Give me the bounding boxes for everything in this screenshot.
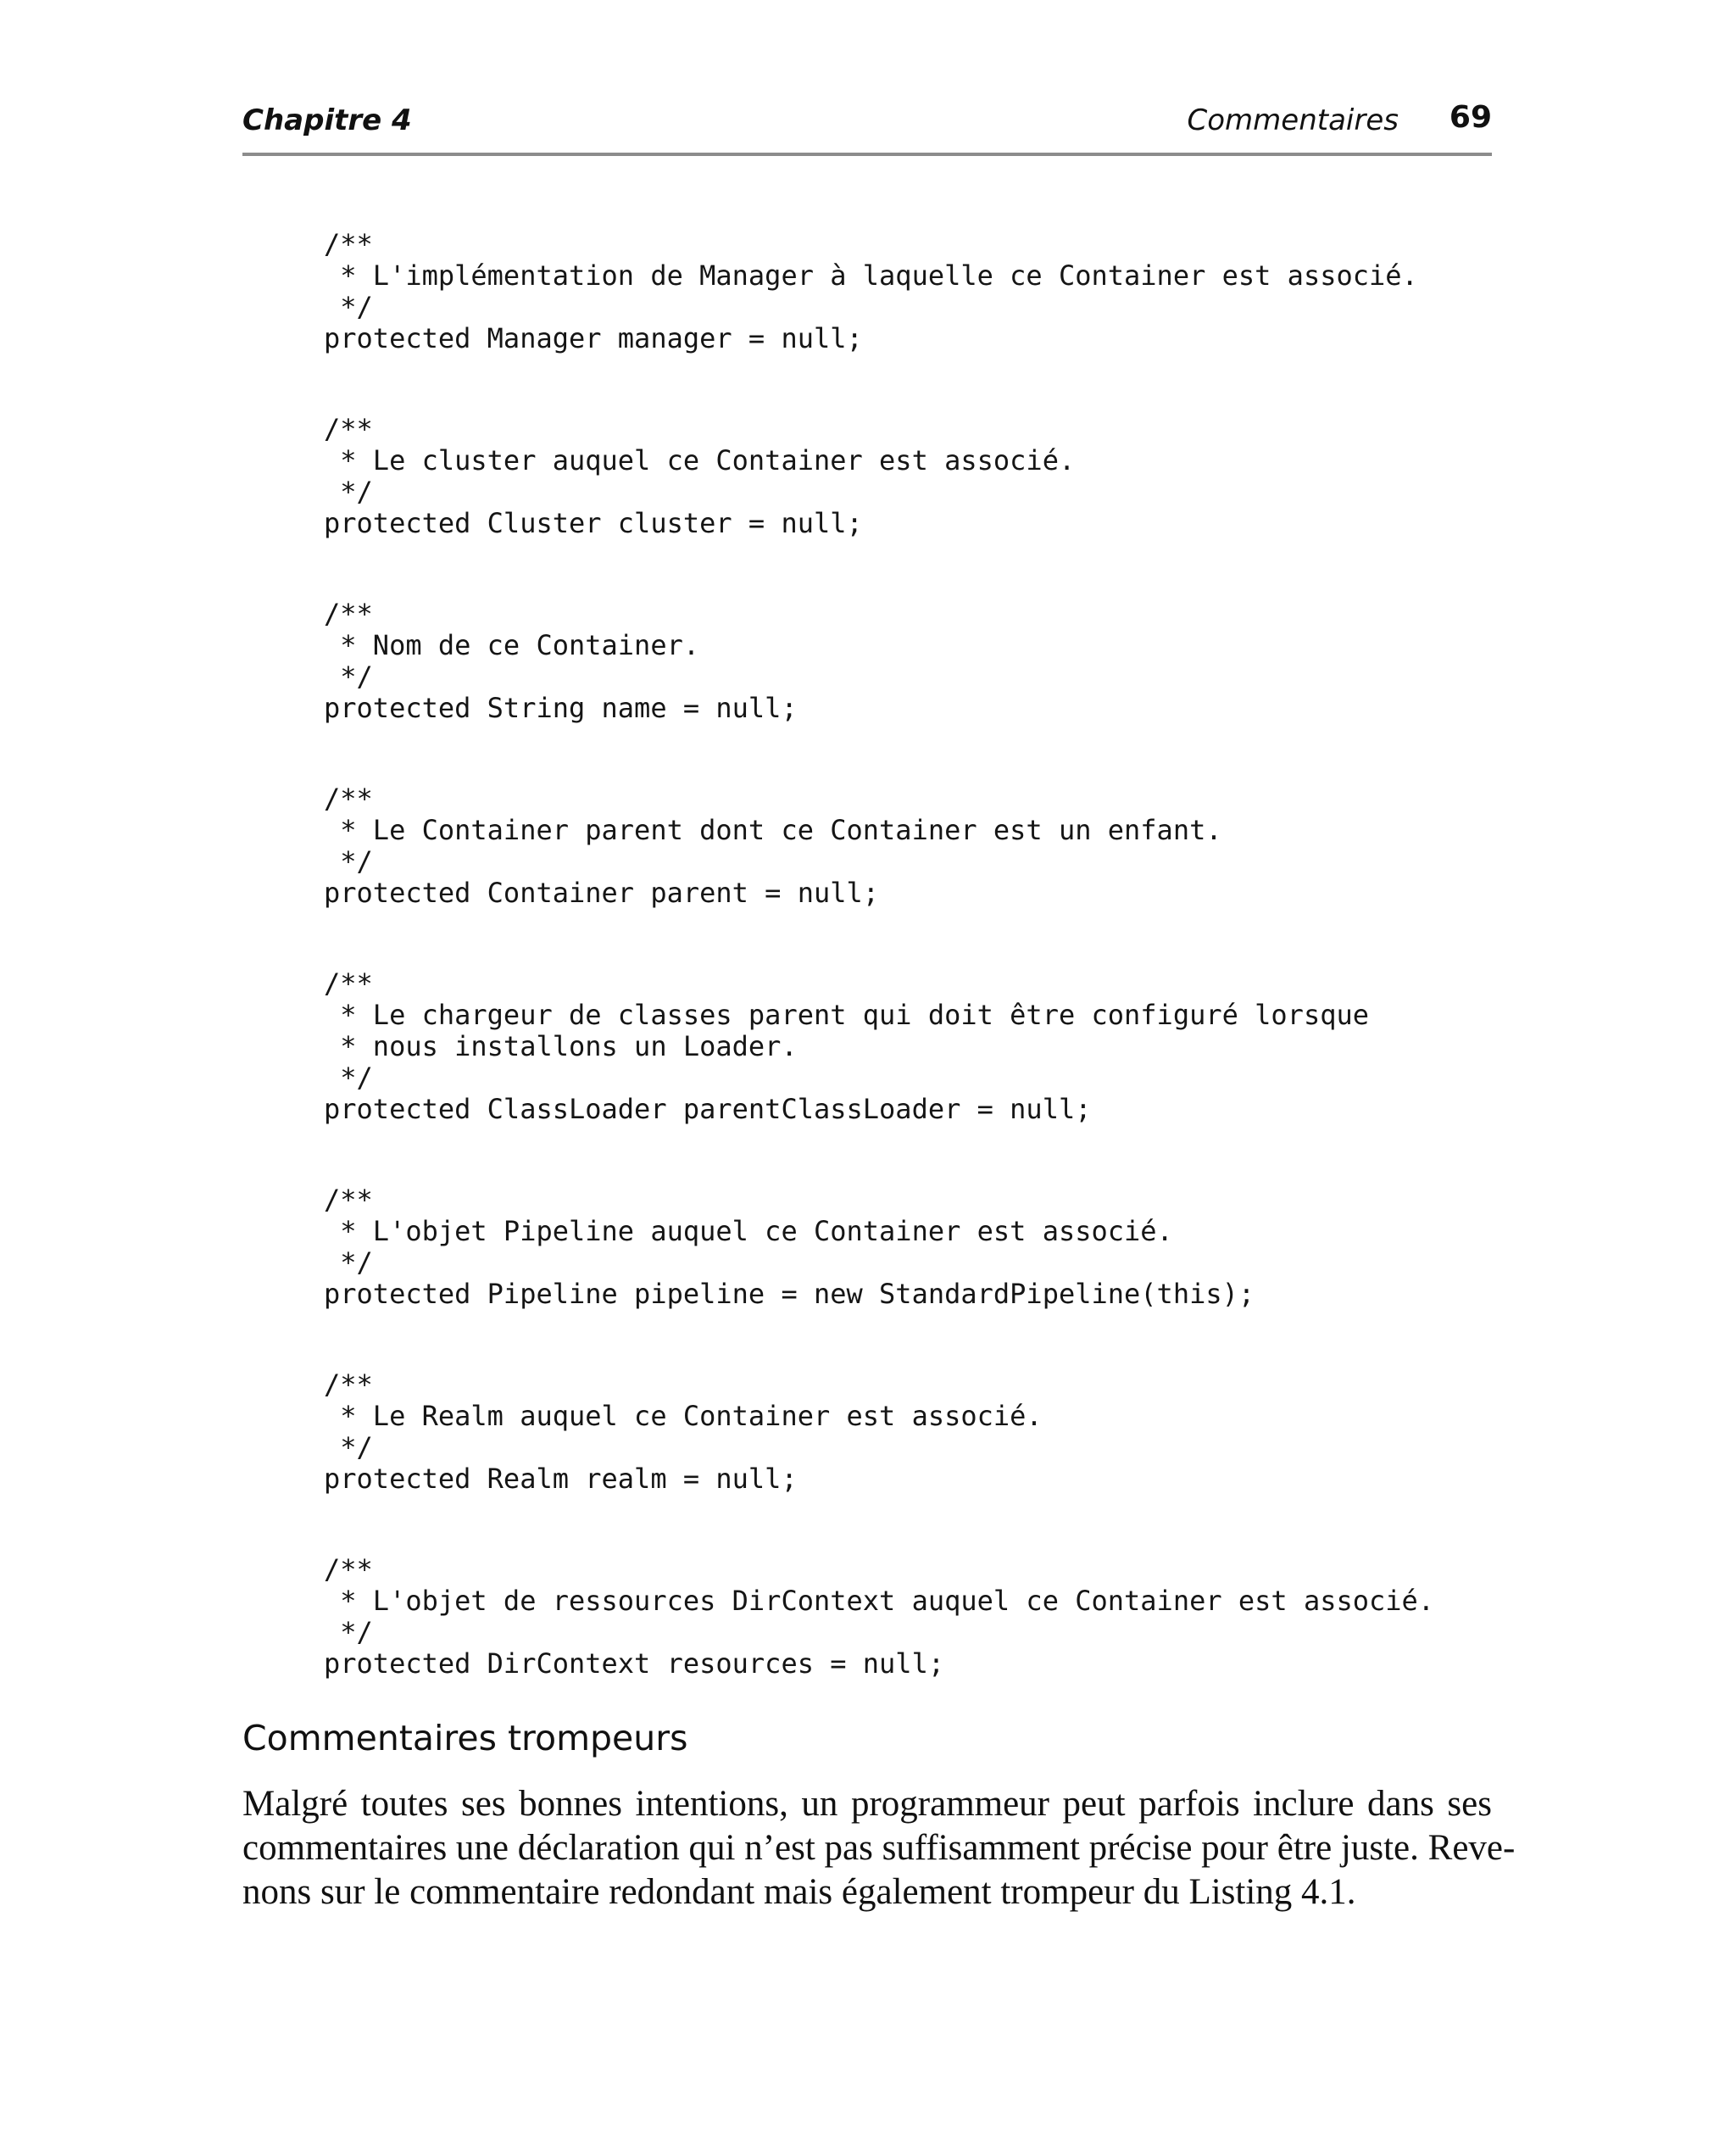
section-label: Commentaires — [1187, 103, 1399, 137]
code-line: * L'objet Pipeline auquel ce Container est associé. — [324, 1215, 1173, 1247]
paragraph-line: Malgré toutes ses bonnes intentions, un programmeur peut parfois inclure dans ses — [242, 1784, 1492, 1824]
body-paragraph — [242, 1782, 1516, 1914]
code-line: /** — [324, 228, 373, 260]
code-line: protected String name = null; — [324, 692, 798, 724]
code-line: protected ClassLoader parentClassLoader = null; — [324, 1093, 1092, 1125]
code-line: protected Manager manager = null; — [324, 322, 863, 354]
code-line: protected Pipeline pipeline = new StandardPipeline(this); — [324, 1278, 1255, 1310]
code-line: */ — [324, 476, 373, 508]
code-line: * L'objet de ressources DirContext auquel ce Container est associé. — [324, 1585, 1435, 1617]
code-line: /** — [324, 783, 373, 815]
code-line: */ — [324, 1616, 373, 1648]
code-block-pipeline — [324, 1184, 1511, 1310]
code-block-resources — [324, 1554, 1511, 1680]
section-heading: Commentaires trompeurs — [242, 1718, 688, 1758]
code-line: */ — [324, 845, 373, 878]
code-line: protected Realm realm = null; — [324, 1463, 798, 1495]
code-line: /** — [324, 1553, 373, 1585]
code-block-parent — [324, 783, 1511, 909]
code-block-parent-class-loader — [324, 968, 1511, 1125]
code-line: /** — [324, 598, 373, 630]
code-line: protected DirContext resources = null; — [324, 1647, 945, 1680]
paragraph-line: nons sur le commentaire redondant mais également trompeur du Listing 4.1. — [242, 1872, 1356, 1912]
code-line: protected Container parent = null; — [324, 877, 880, 909]
code-listing — [324, 229, 1511, 1680]
chapter-label: Chapitre 4 — [242, 103, 412, 137]
code-line: /** — [324, 413, 373, 445]
code-line: * Le Container parent dont ce Container est un enfant. — [324, 814, 1222, 846]
code-line: * Le chargeur de classes parent qui doit être configuré lorsque — [324, 999, 1369, 1031]
code-block-name — [324, 599, 1511, 724]
code-line: * L'implémentation de Manager à laquelle ce Container est associé. — [324, 259, 1418, 292]
code-block-realm — [324, 1369, 1511, 1495]
code-block-manager — [324, 229, 1511, 354]
code-line: */ — [324, 291, 373, 323]
code-line: */ — [324, 1062, 373, 1094]
code-line: /** — [324, 1368, 373, 1401]
code-line: /** — [324, 1184, 373, 1216]
code-line: * Le cluster auquel ce Container est associé. — [324, 444, 1076, 476]
code-line: /** — [324, 967, 373, 1000]
paragraph-line: commentaires une déclaration qui n’est pas suffisamment précise pour être juste. Reve- — [242, 1828, 1516, 1868]
running-header — [242, 100, 1492, 156]
code-line: */ — [324, 1431, 373, 1463]
code-line: */ — [324, 1246, 373, 1279]
code-block-cluster — [324, 414, 1511, 539]
code-line: * Le Realm auquel ce Container est associé. — [324, 1400, 1043, 1432]
code-line: * nous installons un Loader. — [324, 1030, 798, 1062]
code-line: protected Cluster cluster = null; — [324, 507, 863, 539]
page-number: 69 — [1449, 100, 1492, 135]
code-line: */ — [324, 660, 373, 693]
code-line: * Nom de ce Container. — [324, 629, 700, 661]
